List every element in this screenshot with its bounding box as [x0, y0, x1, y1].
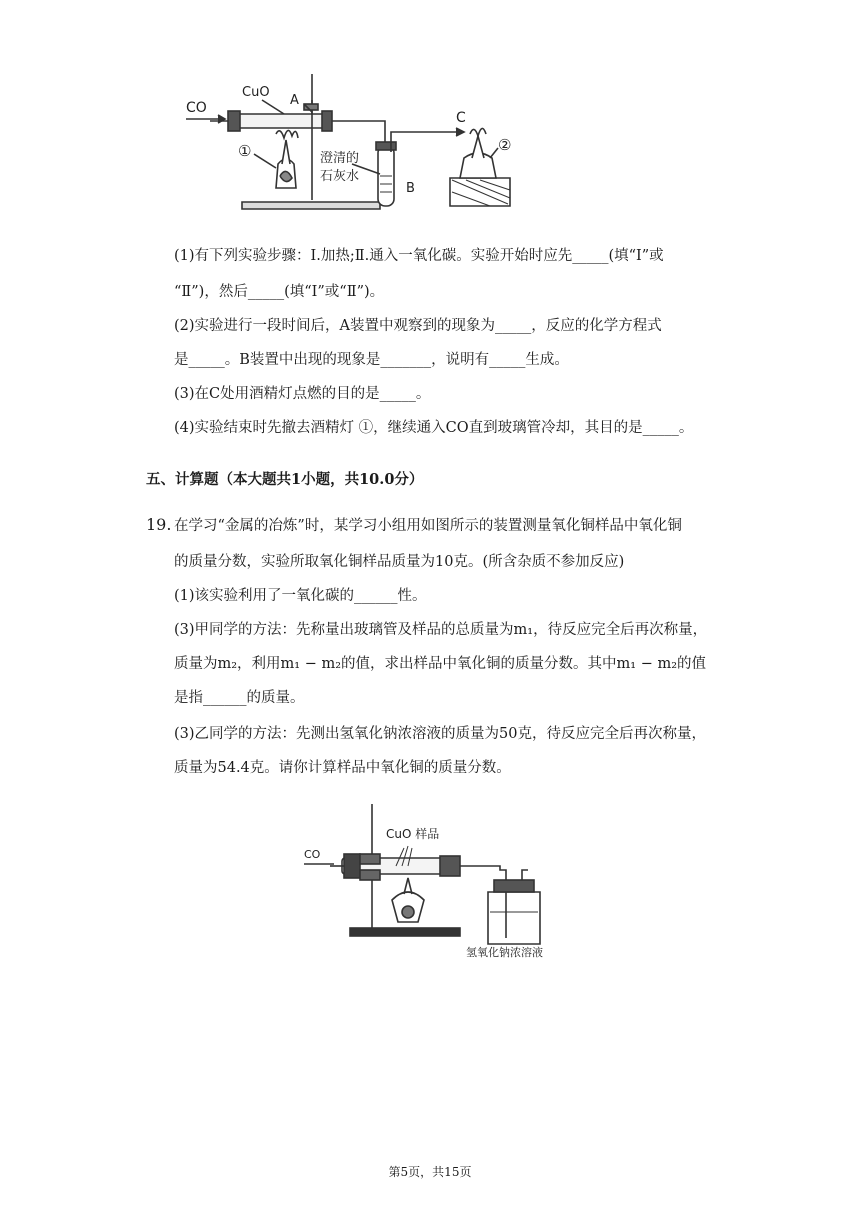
q18-line-5: (3)在C处用酒精灯点燃的目的是_____。 [174, 386, 431, 402]
figure1-a-label: A [290, 93, 299, 108]
apparatus-figure-2 [300, 800, 570, 965]
q19-line-8: 质量为54.4克。请你计算样品中氧化铜的质量分数。 [174, 760, 511, 776]
question-number: 19. [146, 515, 172, 534]
apparatus-figure-1 [180, 68, 520, 218]
figure1-limewater-label-2: 石灰水 [320, 169, 360, 184]
figure1-c-label: C [456, 110, 466, 126]
figure1-cuo-label: CuO [242, 85, 270, 100]
q19-line-4: (3)甲同学的方法：先称量出玻璃管及样品的总质量为m₁，待反应完全后再次称量， [174, 622, 708, 638]
q19-line-3: (1)该实验利用了一氧化碳的______性。 [174, 588, 427, 604]
figure2-naoh-label: 氢氧化钠浓溶液 [466, 946, 543, 959]
q18-line-2: “Ⅱ”)，然后_____(填“Ⅰ”或“Ⅱ”)。 [174, 284, 385, 300]
figure1-lamp1-label: ① [238, 142, 252, 160]
q19-line-2: 的质量分数，实验所取氧化铜样品质量为10克。(所含杂质不参加反应) [174, 554, 625, 570]
figure2-co-label: CO [304, 848, 321, 861]
figure1-b-label: B [406, 181, 415, 196]
q18-line-1: (1)有下列实验步骤：Ⅰ.加热;Ⅱ.通入一氧化碳。实验开始时应先_____(填“Ⅰ”或 [174, 248, 664, 264]
q19-line-7: (3)乙同学的方法：先测出氢氧化钠浓溶液的质量为50克，待反应完全后再次称量， [174, 726, 706, 742]
q19-line-1: 在学习“金属的冶炼”时，某学习小组用如图所示的装置测量氧化铜样品中氧化铜 [174, 518, 682, 534]
figure1-lamp2-label: ② [498, 136, 512, 154]
q18-line-4: 是_____。B装置中出现的现象是_______，说明有_____生成。 [174, 352, 569, 368]
q18-line-3: (2)实验进行一段时间后，A装置中观察到的现象为_____，反应的化学方程式 [174, 318, 662, 334]
q18-line-6: (4)实验结束时先撤去酒精灯 ①，继续通入CO直到玻璃管冷却，其目的是_____。 [174, 420, 694, 436]
figure1-co-label: CO [186, 100, 207, 116]
figure1-limewater-label-1: 澄清的 [320, 151, 360, 166]
page-footer: 第5页，共15页 [388, 1165, 472, 1179]
q19-line-5: 质量为m₂，利用m₁ − m₂的值，求出样品中氧化铜的质量分数。其中m₁ − m₂的值 [174, 656, 707, 672]
figure2-sample-label: CuO 样品 [386, 827, 440, 841]
section-title: 五、计算题（本大题共1小题，共10.0分） [146, 471, 424, 488]
q19-line-6: 是指______的质量。 [174, 690, 305, 706]
